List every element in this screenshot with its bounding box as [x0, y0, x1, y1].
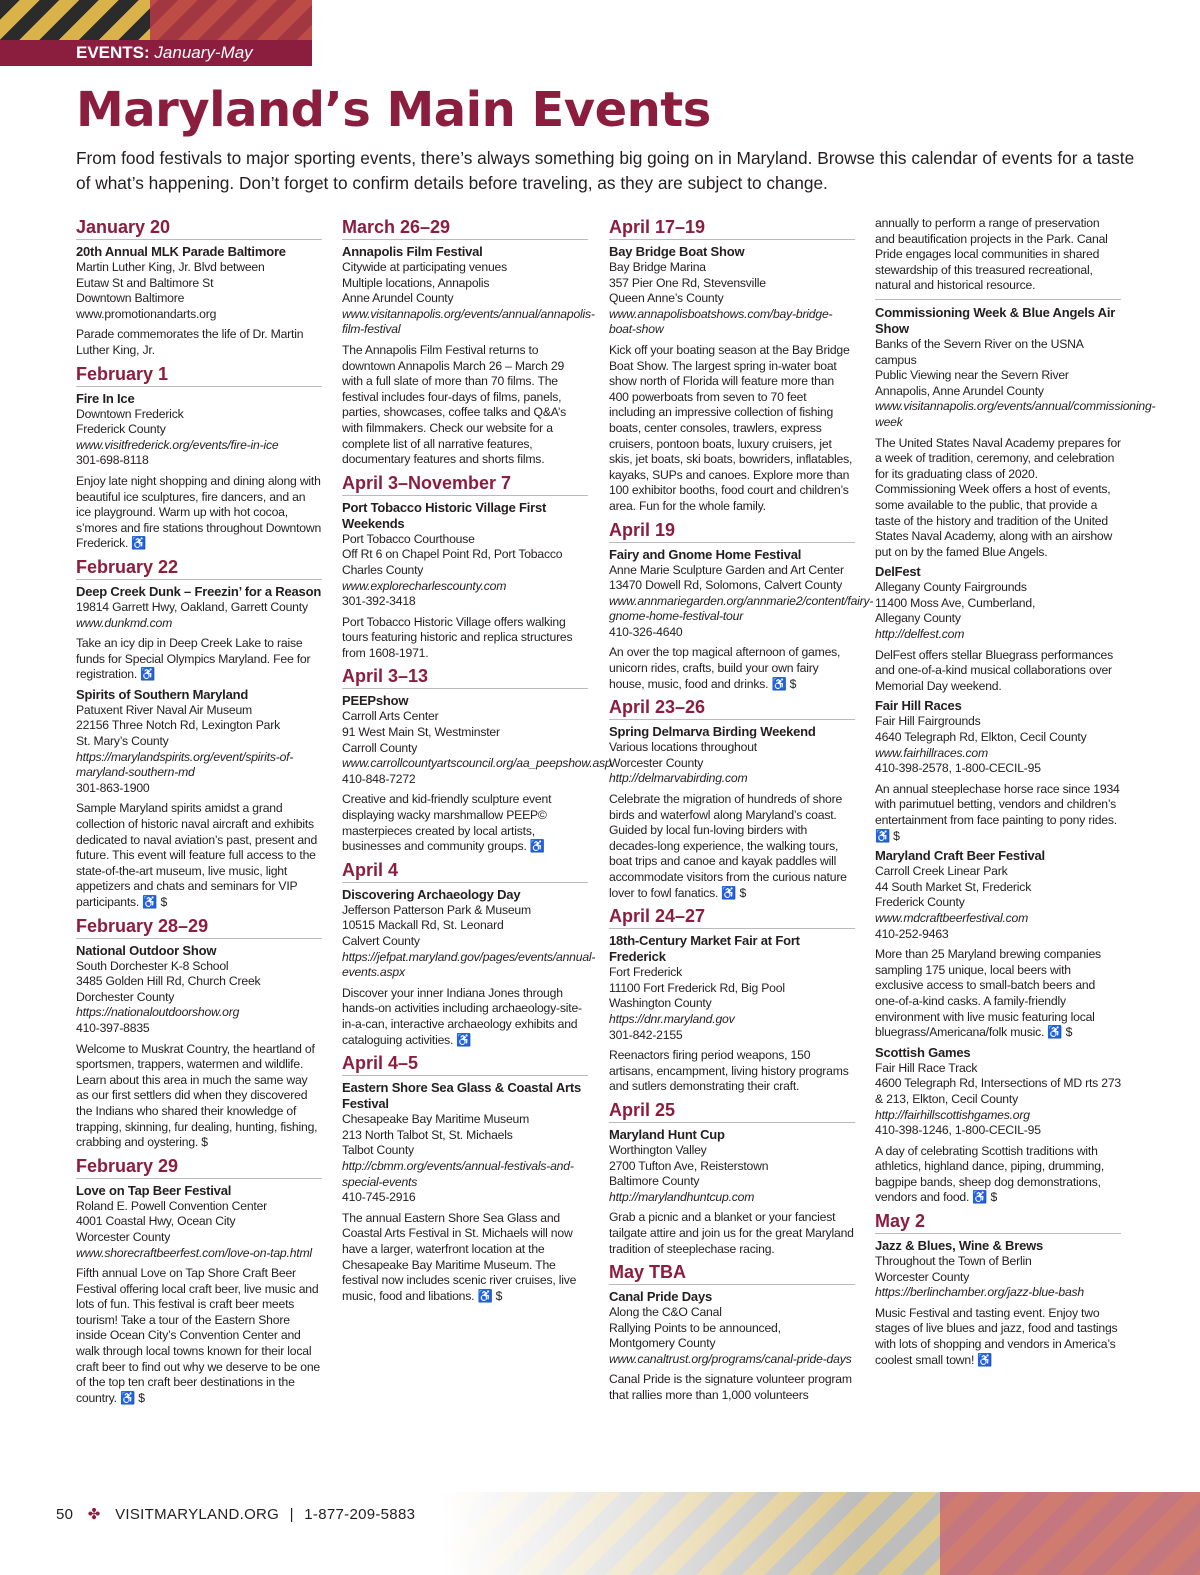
date-heading: April 25 [609, 1099, 855, 1123]
event-description: An over the top magical afternoon of games, unicorn rides, crafts, build your own fairy house, music, food and drinks. ♿ $ [609, 645, 841, 691]
event-website[interactable]: http://fairhillscottishgames.org [875, 1107, 1030, 1122]
event-website[interactable]: www.explorecharlescounty.com [342, 578, 507, 593]
event-website[interactable]: www.visitfrederick.org/events/fire-in-ice [76, 437, 279, 452]
date-heading: February 29 [76, 1155, 322, 1179]
event-description-continued: annually to perform a range of preservation and beautification projects in the Park. Canal Pride engages local communities in shared stewardship of this treasured recreational, natural and historical resource. [875, 216, 1108, 293]
event-location: Worcester County [875, 1269, 970, 1284]
page-footer [56, 1505, 415, 1523]
event-website[interactable]: www.visitannapolis.org/events/annual/annapolis-film-festival [342, 306, 595, 337]
event-website[interactable]: https://nationaloutdoorshow.org [76, 1005, 240, 1020]
event-location: 11400 Moss Ave, Cumberland, [875, 595, 1036, 610]
event-entry [875, 848, 1121, 1041]
date-heading: April 17–19 [609, 216, 855, 240]
event-entry [342, 244, 595, 468]
section-label-italic: January-May [154, 43, 253, 62]
event-location: 91 West Main St, Westminster [342, 725, 500, 740]
event-name: Fairy and Gnome Home Festival [609, 546, 802, 562]
event-name: Annapolis Film Festival [342, 244, 483, 259]
event-website[interactable]: https://dnr.maryland.gov [609, 1011, 735, 1026]
event-name: PEEPshow [342, 693, 409, 709]
event-location: 13470 Dowell Rd, Solomons, Calvert County [609, 578, 842, 593]
intro-paragraph: From food festivals to major sporting events, there’s always something big going on in Maryland. Browse this calendar of events for a taste of what’s happening. Don’t forget to confirm details before traveling, as they are subject to change. [76, 148, 1135, 193]
event-location: 44 South Market St, Frederick [875, 879, 1032, 894]
event-phone: 410-252-9463 [875, 926, 949, 941]
event-name: Jazz & Blues, Wine & Brews [875, 1238, 1044, 1254]
event-name: Spring Delmarva Birding Weekend [609, 724, 816, 740]
event-location: 3485 Golden Hill Rd, Church Creek [76, 974, 261, 989]
date-heading: May TBA [609, 1261, 855, 1285]
footer-flag-pattern [440, 1492, 1200, 1575]
column-1 [76, 216, 322, 1410]
event-location: Banks of the Severn River on the USNA campus [875, 336, 1084, 367]
date-heading: April 3–November 7 [342, 472, 588, 496]
event-website[interactable]: www.shorecraftbeerfest.com/love-on-tap.html [76, 1245, 312, 1260]
event-location: Washington County [609, 996, 712, 1011]
column-3 [609, 216, 874, 1408]
event-location: Carroll Arts Center [342, 709, 439, 724]
event-phone: 410-326-4640 [609, 624, 683, 639]
event-description: Parade commemorates the life of Dr. Martin Luther King, Jr. [76, 327, 304, 357]
event-entry [609, 1127, 855, 1257]
event-entry [609, 1289, 855, 1404]
event-location: Eutaw St and Baltimore St [76, 275, 214, 290]
event-phone: 301-863-1900 [76, 780, 150, 795]
event-location: Dorchester County [76, 989, 175, 1004]
event-location: Public Viewing near the Severn River [875, 368, 1069, 383]
event-website[interactable]: www.promotionandarts.org [76, 306, 217, 321]
event-name: Eastern Shore Sea Glass & Coastal Arts Festival [342, 1080, 582, 1112]
event-location: Downtown Frederick [76, 406, 184, 421]
event-name: Maryland Hunt Cup [609, 1126, 725, 1142]
page-number: 50 [56, 1506, 74, 1523]
event-name: Commissioning Week & Blue Angels Air Show [875, 304, 1116, 336]
event-name: 18th-Century Market Fair at Fort Frederick [609, 933, 800, 965]
event-website[interactable]: www.carrollcountyartscouncil.org/aa_peepshow.asp [342, 756, 612, 771]
date-heading: March 26–29 [342, 216, 588, 240]
event-website[interactable]: http://delmarvabirding.com [609, 771, 748, 786]
event-website[interactable]: www.fairhillraces.com [875, 745, 988, 760]
event-location: 4001 Coastal Hwy, Ocean City [76, 1214, 236, 1229]
event-entry [875, 1238, 1121, 1368]
event-phone: 301-392-3418 [342, 594, 416, 609]
date-heading: April 23–26 [609, 696, 855, 720]
event-entry [875, 216, 1121, 294]
event-website[interactable]: www.mdcraftbeerfestival.com [875, 910, 1029, 925]
section-label [0, 40, 312, 66]
event-location: Citywide at participating venues [342, 260, 507, 274]
event-website[interactable]: www.visitannapolis.org/events/annual/commissioning-week [875, 399, 1156, 429]
event-website[interactable]: www.annmariegarden.org/annmarie2/content/fairy-gnome-home-festival-tour [609, 593, 874, 624]
event-phone: 410-398-1246, 1-800-CECIL-95 [875, 1123, 1041, 1138]
event-entry [342, 500, 588, 662]
event-location: Various locations throughout [609, 740, 757, 755]
event-description: Port Tobacco Historic Village offers walking tours featuring historic and replica structures from 1608-1971. [342, 614, 573, 660]
event-location: Annapolis, Anne Arundel County [875, 383, 1044, 398]
event-location: Fort Frederick [609, 965, 683, 980]
event-website[interactable]: http://marylandhuntcup.com [609, 1189, 755, 1204]
event-location: Worcester County [609, 755, 704, 770]
event-description: Grab a picnic and a blanket or your fanciest tailgate attire and join us for the great Maryland tradition of steeplechase racing. [609, 1210, 854, 1256]
event-description: Reenactors firing period weapons, 150 artisans, encampment, living history programs and sutlers demonstrating their craft. [609, 1048, 849, 1094]
event-website[interactable]: http://cbmm.org/events/annual-festivals-and-special-events [342, 1158, 574, 1189]
event-entry [76, 687, 322, 911]
page-title: Maryland’s Main Events [76, 82, 711, 138]
event-location: Calvert County [342, 934, 420, 948]
date-heading: January 20 [76, 216, 322, 240]
event-location: Frederick County [76, 422, 166, 437]
event-name: DelFest [875, 564, 921, 580]
event-description: Sample Maryland spirits amidst a grand collection of historic naval aircraft and exhibits dedicated to naval aviation’s past, present and future. This event will feature full access to the state-of-the-art museum, live music, light appetizers and chats and seminars for VIP participants. ♿ $ [76, 801, 318, 909]
event-description: Take an icy dip in Deep Creek Lake to raise funds for Special Olympics Maryland. Fee for registration. ♿ [76, 636, 311, 682]
event-entry [76, 943, 322, 1151]
divider [875, 299, 1121, 300]
event-location: Worcester County [76, 1229, 171, 1244]
section-label-bold: EVENTS: [76, 43, 150, 62]
event-entry [609, 244, 855, 515]
date-heading: April 24–27 [609, 905, 855, 929]
event-location: Frederick County [875, 895, 965, 910]
event-name: 20th Annual MLK Parade Baltimore [76, 244, 286, 259]
date-heading: April 19 [609, 519, 855, 543]
event-description: The Annapolis Film Festival returns to downtown Annapolis March 26 – March 29 with a full slate of more than 70 films. The festival includes four-days of films, panels, parties, showcases, coffee talks and Q&A’s with filmmakers. Check our website for a complete list of all narrative features, documentary features and shorts films. [342, 342, 566, 467]
event-location: Multiple locations, Annapolis [342, 275, 490, 290]
event-location: Port Tobacco Courthouse [342, 531, 475, 546]
event-name: Bay Bridge Boat Show [609, 244, 745, 259]
date-heading: April 3–13 [342, 665, 588, 689]
event-entry [609, 724, 855, 901]
event-website[interactable]: https://marylandspirits.org/event/spirits-of-maryland-southern-md [76, 749, 294, 780]
event-location: 19814 Garrett Hwy, Oakland, Garrett County [76, 599, 308, 614]
event-location: 4640 Telegraph Rd, Elkton, Cecil County [875, 730, 1087, 745]
event-name: National Outdoor Show [76, 942, 217, 958]
event-description: Enjoy late night shopping and dining along with beautiful ice sculptures, fire dancers, and an ice playground. Warm up with hot cocoa, s’mores and fire stations throughout Downtown Frederick. ♿ [76, 473, 322, 551]
event-name: Discovering Archaeology Day [342, 886, 521, 902]
event-location: Baltimore County [609, 1174, 700, 1189]
event-website[interactable]: http://delfest.com [875, 627, 965, 642]
event-entry [875, 698, 1121, 844]
event-location: 2700 Tufton Ave, Reisterstown [609, 1158, 769, 1173]
event-entry [76, 391, 322, 552]
event-description: The United States Naval Academy prepares for a week of tradition, ceremony, and celebration for its graduating class of 2020. Commissioning Week offers a host of events, some available to the public, that provide a taste of the history and tradition of the United States Naval Academy, along with an airshow put on by the famed Blue Angels. [875, 435, 1121, 559]
event-name: Spirits of Southern Maryland [76, 686, 249, 702]
event-location: Throughout the Town of Berlin [875, 1254, 1032, 1269]
event-name: Love on Tap Beer Festival [76, 1182, 232, 1198]
event-location: Rallying Points to be announced, [609, 1320, 781, 1335]
event-location: Charles County [342, 562, 424, 577]
event-phone: 410-398-2578, 1-800-CECIL-95 [875, 761, 1041, 776]
event-location: Off Rt 6 on Chapel Point Rd, Port Tobacco [342, 547, 563, 562]
event-name: Port Tobacco Historic Village First Weekends [342, 499, 547, 531]
event-location: Queen Anne’s County [609, 291, 724, 306]
event-location: Jefferson Patterson Park & Museum [342, 902, 531, 917]
event-location: Along the C&O Canal [609, 1305, 722, 1320]
event-location: 213 North Talbot St, St. Michaels [342, 1127, 513, 1142]
event-description: DelFest offers stellar Bluegrass performances and one-of-a-kind musical collaborations over Memorial Day weekend. [875, 647, 1114, 693]
event-location: Chesapeake Bay Maritime Museum [342, 1112, 530, 1127]
event-location: 357 Pier One Rd, Stevensville [609, 275, 766, 290]
column-2 [342, 216, 612, 1308]
event-phone: 301-842-2155 [609, 1027, 683, 1042]
event-description: Kick off your boating season at the Bay Bridge Boat Show. The largest spring in-water boat show north of Florida will feature more than 400 powerboats from seven to 70 feet including an impressive collection of fishing boats, center consoles, trawlers, express cruisers, pontoon boats, luxury cruisers, jet skis, jet boats, ski boats, bowriders, inflatables, kayaks, SUPs and canoes. Explore more than 100 exhibitor booths, food court and children’s area. Fun for the whole family. [609, 342, 853, 513]
event-phone: 410-848-7272 [342, 771, 416, 786]
date-heading: February 28–29 [76, 915, 322, 939]
event-location: Talbot County [342, 1143, 414, 1158]
event-entry [609, 546, 874, 693]
event-description: More than 25 Maryland brewing companies sampling 175 unique, local beers with exclusive access to small-batch beers and one-of-a-kind casks. A family-friendly environment with live music featuring local bluegrass/Americana/folk music. ♿ $ [875, 947, 1101, 1040]
event-location: 22156 Three Notch Rd, Lexington Park [76, 718, 280, 733]
event-name: Fair Hill Races [875, 698, 962, 714]
event-description: Welcome to Muskrat Country, the heartland of sportsmen, trappers, watermen and wildlife. Learn about this area in much the same way as our first settlers did when they discovered the Indians who shared their knowledge of trapping, skinning, fur dealing, hunting, fishing, crabbing and oystering. $ [76, 1041, 318, 1150]
maryland-flag-pattern [0, 0, 312, 40]
event-location: Worthington Valley [609, 1142, 707, 1157]
event-website[interactable]: www.canaltrust.org/programs/canal-pride-days [609, 1351, 852, 1366]
event-location: Downtown Baltimore [76, 291, 185, 306]
event-location: Allegany County Fairgrounds [875, 580, 1027, 595]
event-location: Montgomery County [609, 1336, 716, 1351]
event-location: Martin Luther King, Jr. Blvd between [76, 260, 265, 274]
event-location: Carroll Creek Linear Park [875, 864, 1008, 879]
event-entry [342, 693, 612, 854]
event-description: Discover your inner Indiana Jones through hands-on activities including archaeology-site-in-a-can, interactive archaeology exhibits and cataloguing activities. ♿ [342, 985, 582, 1047]
event-entry [342, 886, 596, 1048]
event-location: 4600 Telegraph Rd, Intersections of MD rts 273 & 213, Elkton, Cecil County [875, 1076, 1121, 1106]
event-name: Canal Pride Days [609, 1289, 713, 1305]
event-description: An annual steeplechase horse race since 1934 with parimutuel betting, vendors and children’s entertainment from face painting to pony rides. ♿ $ [875, 781, 1120, 843]
clover-icon: ✤ [87, 1506, 101, 1523]
event-name: Scottish Games [875, 1044, 971, 1060]
event-phone: 301-698-8118 [76, 453, 149, 468]
event-entry [875, 304, 1156, 560]
event-location: Anne Marie Sculpture Garden and Art Center [609, 562, 844, 577]
event-name: Fire In Ice [76, 390, 135, 406]
event-name: Maryland Craft Beer Festival [875, 848, 1045, 864]
event-website[interactable]: https://jefpat.maryland.gov/pages/events/annual-events.aspx [342, 949, 596, 980]
event-entry [76, 244, 322, 359]
event-location: Patuxent River Naval Air Museum [76, 702, 253, 717]
footer-divider: | [289, 1506, 294, 1523]
event-website[interactable]: www.annapolisboatshows.com/bay-bridge-boat-show [609, 306, 833, 337]
event-website[interactable]: https://berlinchamber.org/jazz-blue-bash [875, 1285, 1085, 1300]
event-name: Deep Creek Dunk – Freezin’ for a Reason [76, 583, 322, 599]
date-heading: April 4 [342, 859, 588, 883]
event-location: Roland E. Powell Convention Center [76, 1198, 268, 1213]
event-location: 10515 Mackall Rd, St. Leonard [342, 918, 504, 933]
header-banner [0, 0, 312, 66]
event-description: Creative and kid-friendly sculpture event displaying wacky marshmallow PEEP© masterpieces created by local artists, businesses and community groups. ♿ [342, 792, 552, 854]
event-location: Fair Hill Fairgrounds [875, 714, 981, 729]
event-location: Anne Arundel County [342, 291, 454, 306]
event-entry [875, 1045, 1121, 1206]
event-entry [76, 1183, 322, 1407]
date-heading: February 1 [76, 363, 322, 387]
event-description: Fifth annual Love on Tap Shore Craft Beer Festival offering local craft beer, live music and lots of fun. This festival is craft beer meets tourism! Take a tour of the Eastern Shore inside Ocean City’s Convention Center and walk through local towns known for their local craft beer to find out why we deserve to be one of the top ten craft beer destinations in the country. ♿ $ [76, 1266, 320, 1405]
event-description: Canal Pride is the signature volunteer program that rallies more than 1,000 volunteers [609, 1372, 852, 1403]
event-location: Allegany County [875, 611, 961, 626]
event-website[interactable]: www.dunkmd.com [76, 615, 173, 630]
footer-phone: 1-877-209-5883 [304, 1506, 416, 1523]
event-location: Bay Bridge Marina [609, 260, 706, 274]
event-location: 11100 Fort Frederick Rd, Big Pool [609, 980, 785, 995]
event-description: Music Festival and tasting event. Enjoy two stages of live blues and jazz, food and tastings with lots of shopping and vendors in America’s coolest small town! ♿ [875, 1305, 1118, 1367]
event-phone: 410-397-8835 [76, 1020, 150, 1035]
date-heading: May 2 [875, 1210, 1121, 1234]
date-heading: April 4–5 [342, 1052, 588, 1076]
event-description: Celebrate the migration of hundreds of shore birds and waterfowl along Maryland’s coast. Guided by local fun-loving birders with decades-long experience, the walking tours, boat trips and canoe and kayak paddles will accommodate visitors from the curious nature lover to fowl fanatics. ♿ $ [609, 792, 847, 900]
column-4 [875, 216, 1156, 1372]
event-description: The annual Eastern Shore Sea Glass and Coastal Arts Festival in St. Michaels will now have a larger, waterfront location at the Chesapeake Bay Maritime Museum. The festival now includes scenic river cruises, live music, food and libations. ♿ $ [342, 1210, 577, 1303]
event-location: St. Mary’s County [76, 734, 169, 749]
date-heading: February 22 [76, 556, 322, 580]
event-phone: 410-745-2916 [342, 1190, 416, 1205]
event-entry [875, 564, 1121, 694]
event-entry [76, 584, 322, 683]
event-location: Fair Hill Race Track [875, 1060, 978, 1075]
event-location: Carroll County [342, 740, 418, 755]
event-entry [342, 1080, 588, 1304]
event-location: South Dorchester K-8 School [76, 958, 229, 973]
footer-website[interactable]: VISITMARYLAND.ORG [115, 1506, 280, 1523]
event-entry [609, 933, 855, 1095]
event-description: A day of celebrating Scottish traditions with athletics, highland dance, piping, drumming, bagpipe bands, sheep dog demonstrations, vendors and food. ♿ $ [875, 1143, 1104, 1205]
